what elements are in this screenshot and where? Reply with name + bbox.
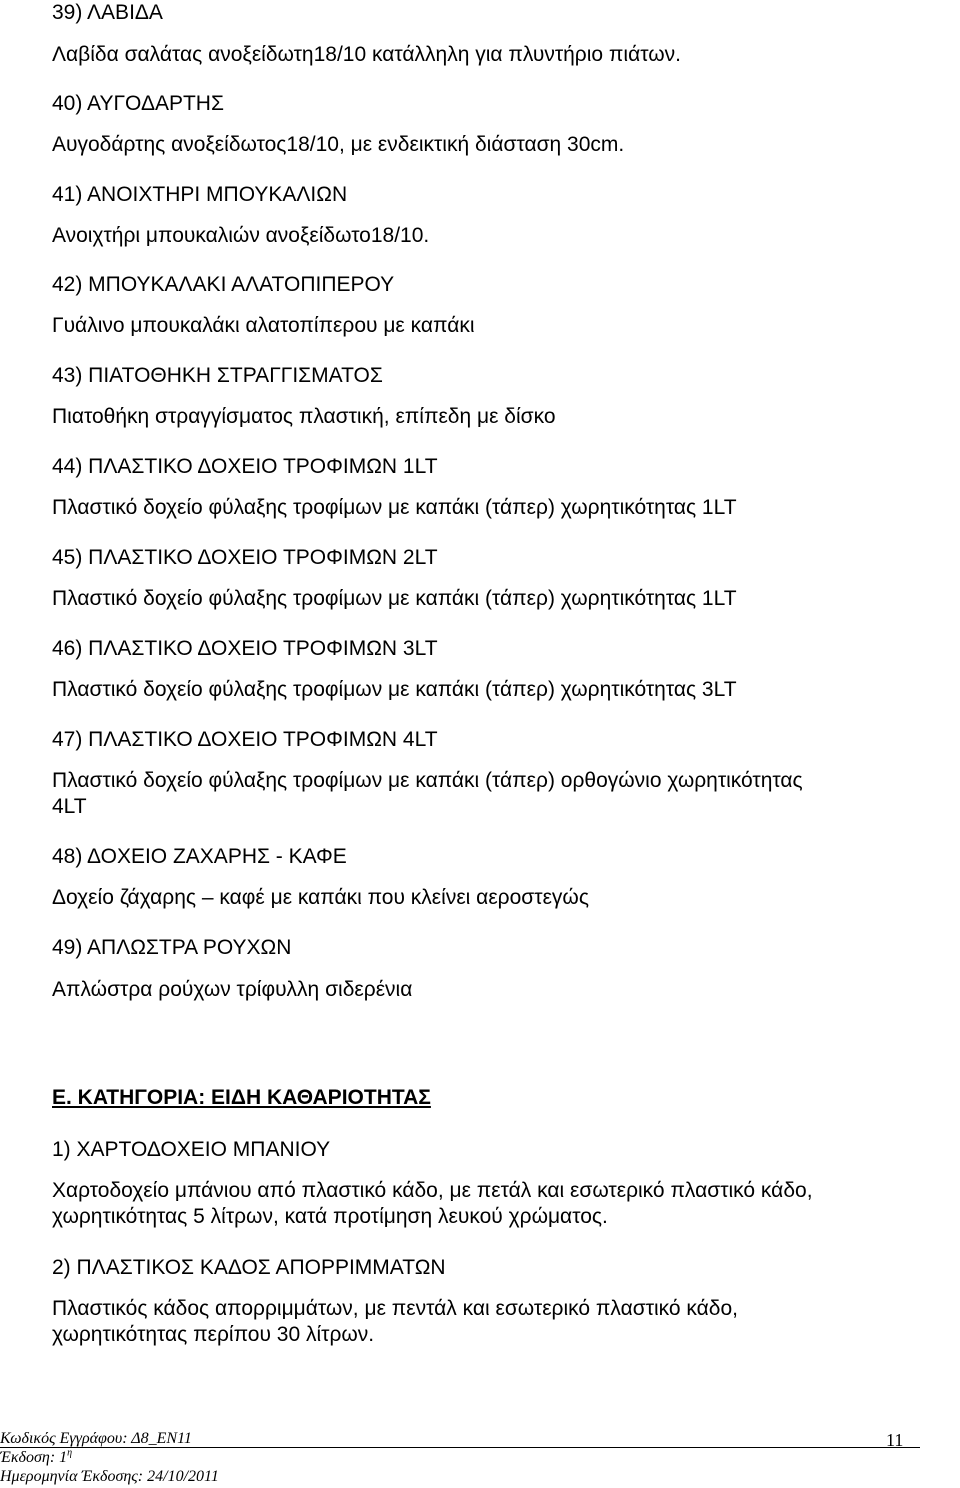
cleaning-item-1-description-continued: χωρητικότητας 5 λίτρων, κατά προτίμηση λευκού χρώματος. — [52, 1205, 608, 1228]
item-47-description: Πλαστικό δοχείο φύλαξης τροφίμων με καπάκι (τάπερ) ορθογώνιο χωρητικότητας — [52, 769, 803, 792]
footer-issue-date: Ημερομηνία Έκδοσης: 24/10/2011 — [0, 1468, 219, 1485]
item-40-heading: 40) ΑΥΓΟΔΑΡΤΗΣ — [52, 92, 224, 115]
item-41-heading: 41) ΑΝΟΙΧΤΗΡΙ ΜΠΟΥΚΑΛΙΩΝ — [52, 183, 348, 206]
item-39-heading: 39) ΛΑΒΙΔΑ — [52, 1, 163, 24]
footer-edition-superscript: η — [67, 1447, 73, 1459]
cleaning-item-2-description: Πλαστικός κάδος απορριμμάτων, με πεντάλ και εσωτερικό πλαστικό κάδο, — [52, 1297, 738, 1320]
item-47-description-continued: 4LT — [52, 795, 87, 818]
item-39-description: Λαβίδα σαλάτας ανοξείδωτη18/10 κατάλληλη για πλυντήριο πιάτων. — [52, 43, 681, 66]
item-44-heading: 44) ΠΛΑΣΤΙΚΟ ΔΟΧΕΙΟ ΤΡΟΦΙΜΩΝ 1LT — [52, 455, 438, 478]
item-48-heading: 48) ΔΟΧΕΙΟ ΖΑΧΑΡΗΣ - ΚΑΦΕ — [52, 845, 347, 868]
footer-document-code: Κωδικός Εγγράφου: Δ8_ΕΝ11 — [0, 1430, 192, 1447]
item-43-description: Πιατοθήκη στραγγίσματος πλαστική, επίπεδη με δίσκο — [52, 405, 556, 428]
item-41-description: Ανοιχτήρι μπουκαλιών ανοξείδωτο18/10. — [52, 224, 430, 247]
item-48-description: Δοχείο ζάχαρης – καφέ με καπάκι που κλείνει αεροστεγώς — [52, 886, 589, 909]
item-49-heading: 49) ΑΠΛΩΣΤΡΑ ΡΟΥΧΩΝ — [52, 936, 292, 959]
cleaning-item-1-description: Χαρτοδοχείο μπάνιου από πλαστικό κάδο, με πετάλ και εσωτερικό πλαστικό κάδο, — [52, 1179, 813, 1202]
item-45-heading: 45) ΠΛΑΣΤΙΚΟ ΔΟΧΕΙΟ ΤΡΟΦΙΜΩΝ 2LT — [52, 546, 438, 569]
footer-divider — [0, 1447, 920, 1448]
item-44-description: Πλαστικό δοχείο φύλαξης τροφίμων με καπάκι (τάπερ) χωρητικότητας 1LT — [52, 496, 737, 519]
item-47-heading: 47) ΠΛΑΣΤΙΚΟ ΔΟΧΕΙΟ ΤΡΟΦΙΜΩΝ 4LT — [52, 728, 438, 751]
item-42-heading: 42) ΜΠΟΥΚΑΛΑΚΙ ΑΛΑΤΟΠΙΠΕΡΟΥ — [52, 273, 395, 296]
item-45-description: Πλαστικό δοχείο φύλαξης τροφίμων με καπάκι (τάπερ) χωρητικότητας 1LT — [52, 587, 737, 610]
item-43-heading: 43) ΠΙΑΤΟΘΗΚΗ ΣΤΡΑΓΓΙΣΜΑΤΟΣ — [52, 364, 383, 387]
item-49-description: Απλώστρα ρούχων τρίφυλλη σιδερένια — [52, 978, 413, 1001]
cleaning-item-1-heading: 1) ΧΑΡΤΟΔΟΧΕΙΟ ΜΠΑΝΙΟΥ — [52, 1138, 331, 1161]
item-46-heading: 46) ΠΛΑΣΤΙΚΟ ΔΟΧΕΙΟ ΤΡΟΦΙΜΩΝ 3LT — [52, 637, 438, 660]
item-46-description: Πλαστικό δοχείο φύλαξης τροφίμων με καπάκι (τάπερ) χωρητικότητας 3LT — [52, 678, 737, 701]
page-number: 11 — [886, 1430, 904, 1450]
cleaning-item-2-heading: 2) ΠΛΑΣΤΙΚΟΣ ΚΑΔΟΣ ΑΠΟΡΡΙΜΜΑΤΩΝ — [52, 1256, 446, 1279]
item-42-description: Γυάλινο μπουκαλάκι αλατοπίπερου με καπάκι — [52, 314, 475, 337]
cleaning-item-2-description-continued: χωρητικότητας περίπου 30 λίτρων. — [52, 1323, 375, 1346]
section-title-cleaning: Ε. ΚΑΤΗΓΟΡΙΑ: ΕΙΔΗ ΚΑΘΑΡΙΟΤΗΤΑΣ — [52, 1086, 431, 1109]
footer-edition-label: Έκδοση: 1 — [0, 1449, 68, 1466]
footer-edition — [0, 1449, 72, 1467]
item-40-description: Αυγοδάρτης ανοξείδωτος18/10, με ενδεικτική διάσταση 30cm. — [52, 133, 625, 156]
